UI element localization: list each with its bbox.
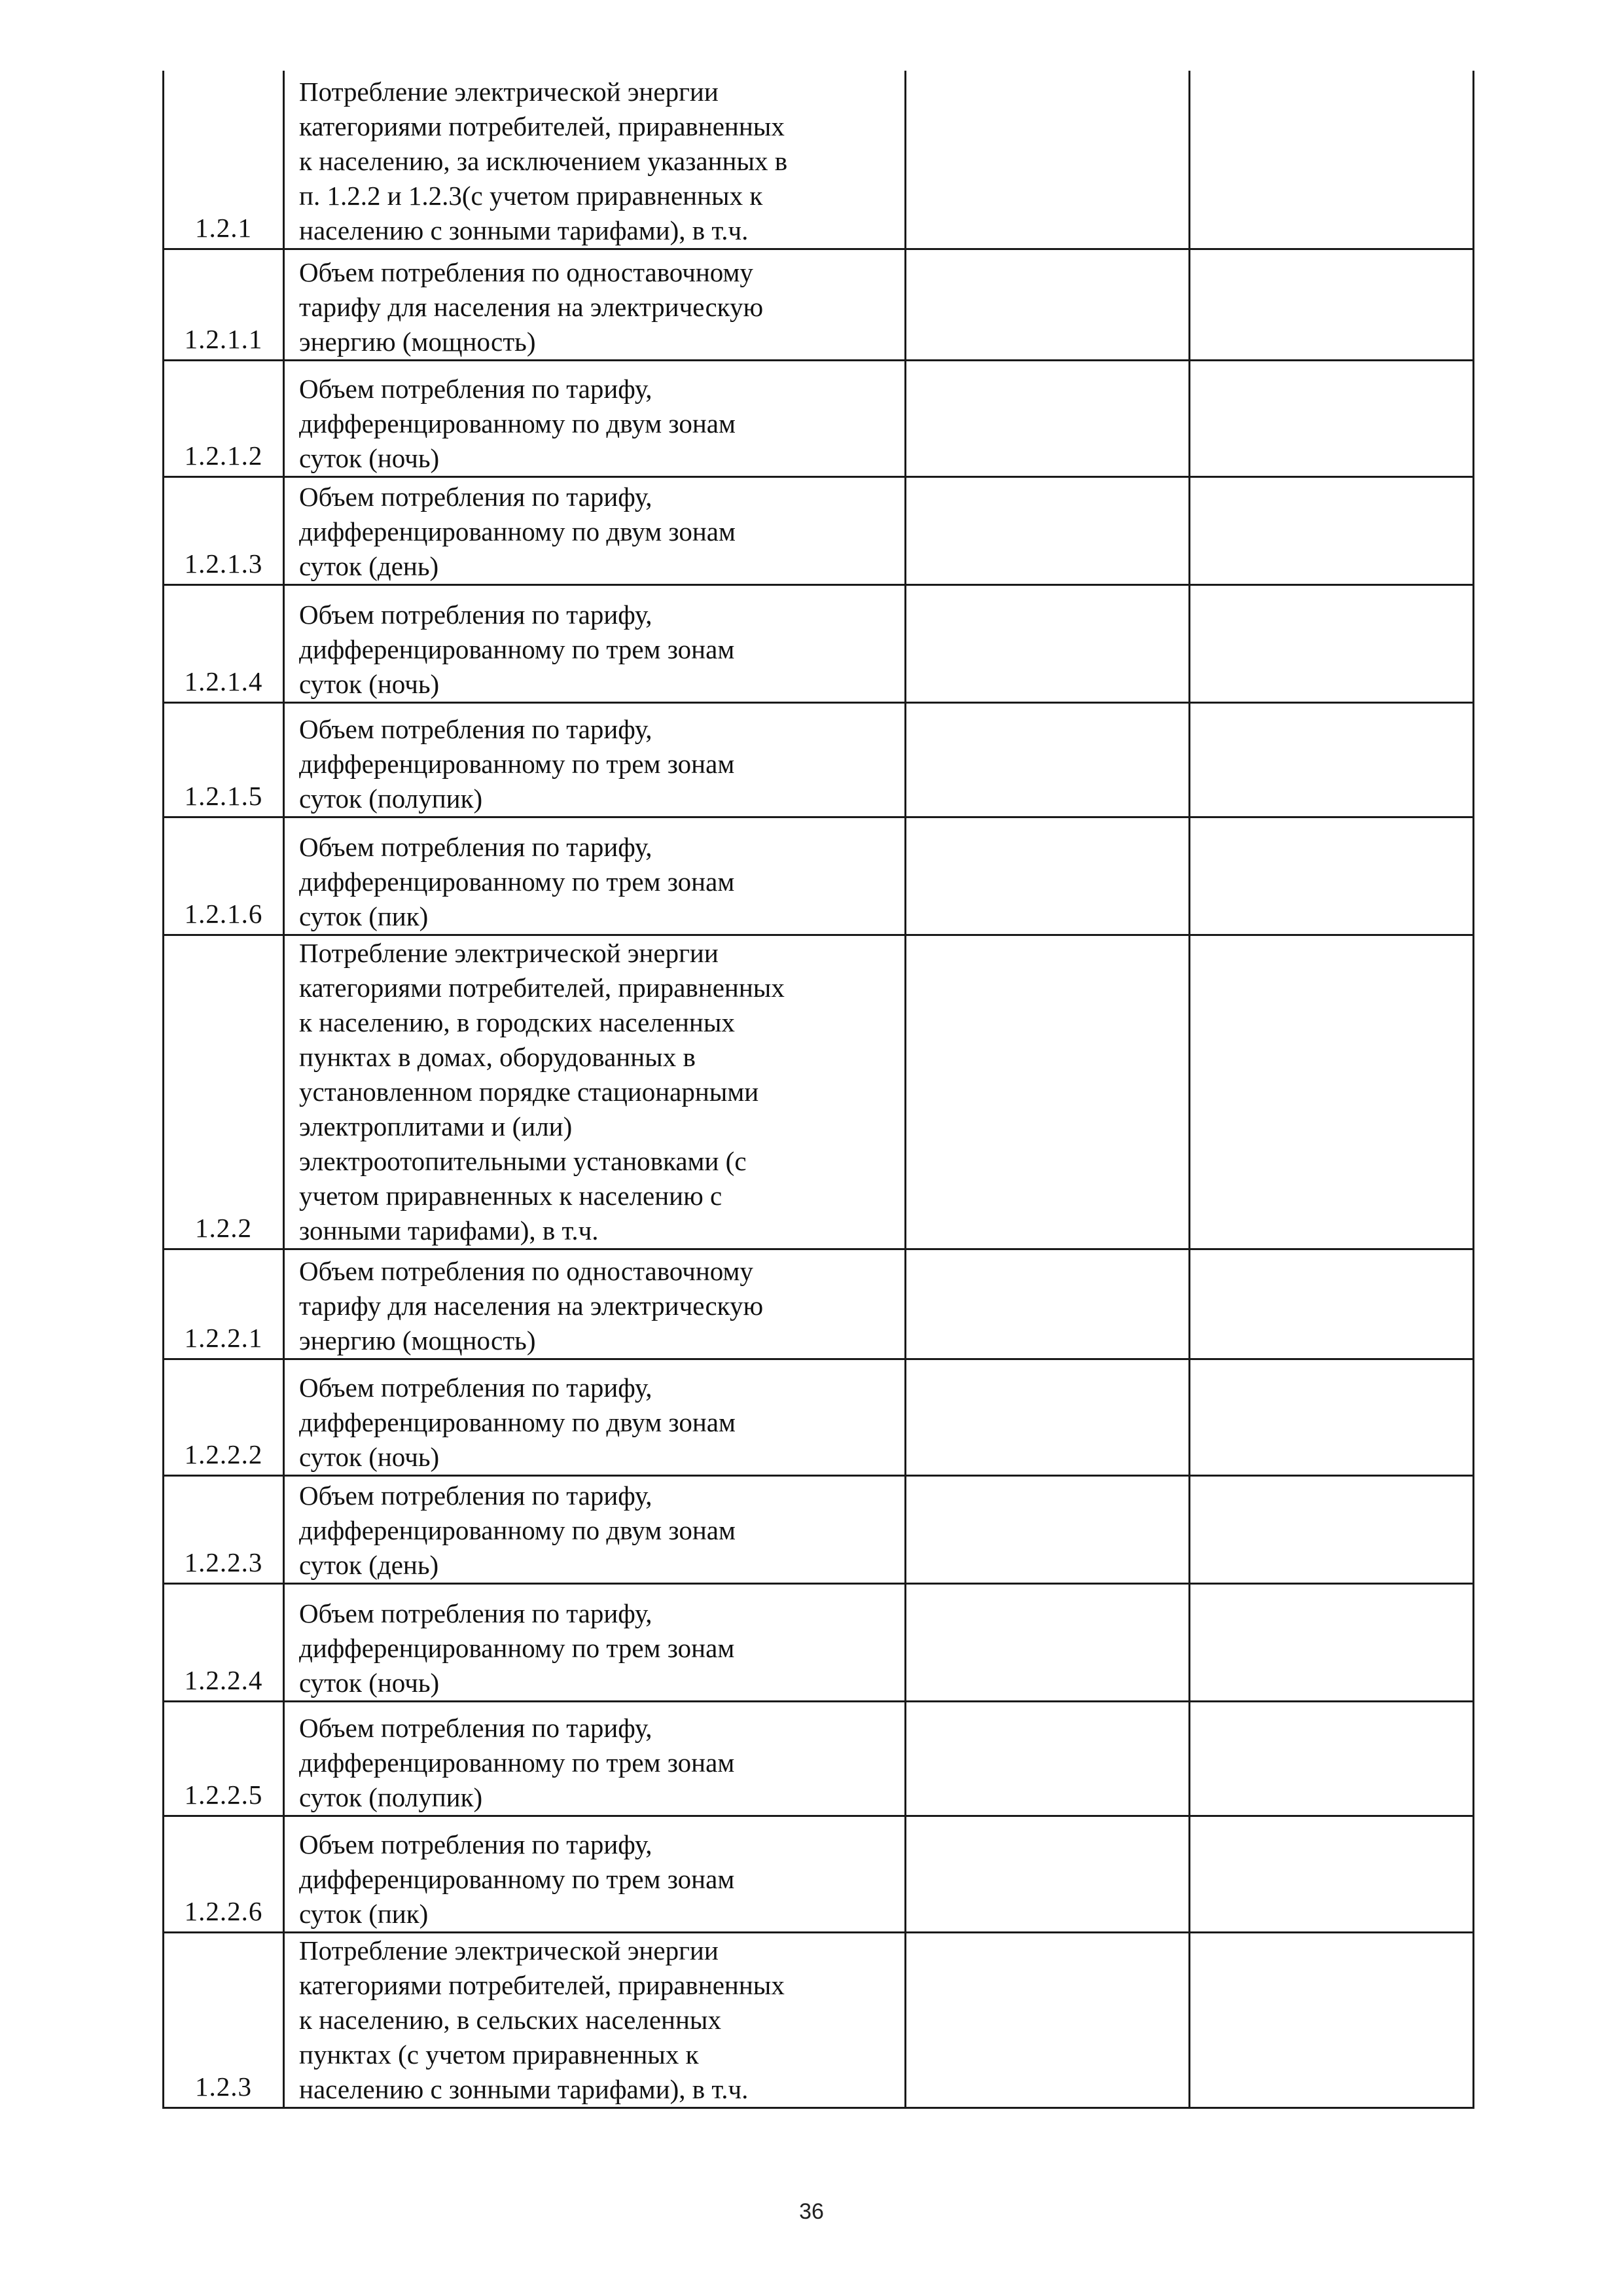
row-description: Объем потребления по тарифу, дифференцированному по двум зонам суток (день) xyxy=(284,1475,906,1583)
value-cell-2 xyxy=(1190,476,1474,584)
value-cell-2 xyxy=(1190,1475,1474,1583)
row-description: Объем потребления по тарифу, дифференцированному по двум зонам суток (ночь) xyxy=(284,1359,906,1475)
row-code: 1.2.1.3 xyxy=(164,476,284,584)
table-row xyxy=(164,817,1474,935)
value-cell-1 xyxy=(906,1249,1190,1359)
table-row xyxy=(164,702,1474,817)
table-row xyxy=(164,1475,1474,1583)
value-cell-2 xyxy=(1190,1816,1474,1932)
value-cell-2 xyxy=(1190,1583,1474,1701)
row-description: Потребление электрической энергии категориями потребителей, приравненных к населению, в сельских населенных пунктах (с учетом приравненных к населению с зонными тарифами), в т.ч. xyxy=(284,1932,906,2108)
row-description: Объем потребления по одноставочному тарифу для населения на электрическую энергию (мощность) xyxy=(284,249,906,360)
row-code: 1.2.1.5 xyxy=(164,702,284,817)
row-description: Объем потребления по тарифу, дифференцированному по двум зонам суток (ночь) xyxy=(284,360,906,476)
value-cell-2 xyxy=(1190,1932,1474,2108)
value-cell-2 xyxy=(1190,71,1474,249)
row-code: 1.2.2 xyxy=(164,935,284,1249)
row-description: Объем потребления по тарифу, дифференцированному по двум зонам суток (день) xyxy=(284,476,906,584)
row-description: Объем потребления по тарифу, дифференцированному по трем зонам суток (полупик) xyxy=(284,702,906,817)
row-description: Объем потребления по тарифу, дифференцированному по трем зонам суток (ночь) xyxy=(284,584,906,702)
value-cell-1 xyxy=(906,249,1190,360)
table-row xyxy=(164,1816,1474,1932)
table-row xyxy=(164,249,1474,360)
row-code: 1.2.2.1 xyxy=(164,1249,284,1359)
value-cell-1 xyxy=(906,702,1190,817)
table-row xyxy=(164,71,1474,249)
table-row xyxy=(164,1249,1474,1359)
row-code: 1.2.1.2 xyxy=(164,360,284,476)
row-code: 1.2.2.2 xyxy=(164,1359,284,1475)
row-description: Потребление электрической энергии категориями потребителей, приравненных к населению, в городских населенных пунктах в домах, оборудованных в установленном порядке стационарными электроплитами и (или) электроотопительными установками (с учетом приравненных к населению с зонными тарифами), в т.ч. xyxy=(284,935,906,1249)
value-cell-1 xyxy=(906,935,1190,1249)
row-description: Объем потребления по тарифу, дифференцированному по трем зонам суток (пик) xyxy=(284,817,906,935)
value-cell-1 xyxy=(906,1583,1190,1701)
row-code: 1.2.3 xyxy=(164,1932,284,2108)
row-description: Объем потребления по тарифу, дифференцированному по трем зонам суток (ночь) xyxy=(284,1583,906,1701)
table-row xyxy=(164,1583,1474,1701)
value-cell-1 xyxy=(906,1359,1190,1475)
table-body xyxy=(164,71,1474,2108)
row-code: 1.2.2.3 xyxy=(164,1475,284,1583)
value-cell-2 xyxy=(1190,1249,1474,1359)
value-cell-1 xyxy=(906,360,1190,476)
page-number: 36 xyxy=(799,2199,824,2224)
row-code: 1.2.1.6 xyxy=(164,817,284,935)
table-row xyxy=(164,476,1474,584)
row-description: Объем потребления по тарифу, дифференцированному по трем зонам суток (пик) xyxy=(284,1816,906,1932)
value-cell-1 xyxy=(906,71,1190,249)
value-cell-2 xyxy=(1190,360,1474,476)
table-row xyxy=(164,584,1474,702)
value-cell-1 xyxy=(906,584,1190,702)
value-cell-2 xyxy=(1190,817,1474,935)
value-cell-1 xyxy=(906,1701,1190,1816)
table-row xyxy=(164,1932,1474,2108)
table-row xyxy=(164,935,1474,1249)
table-row xyxy=(164,1701,1474,1816)
value-cell-2 xyxy=(1190,1701,1474,1816)
value-cell-2 xyxy=(1190,584,1474,702)
row-code: 1.2.1.1 xyxy=(164,249,284,360)
value-cell-1 xyxy=(906,1816,1190,1932)
row-code: 1.2.1.4 xyxy=(164,584,284,702)
value-cell-1 xyxy=(906,817,1190,935)
table-row xyxy=(164,360,1474,476)
table-row xyxy=(164,1359,1474,1475)
value-cell-2 xyxy=(1190,935,1474,1249)
row-code: 1.2.2.6 xyxy=(164,1816,284,1932)
row-description: Объем потребления по тарифу, дифференцированному по трем зонам суток (полупик) xyxy=(284,1701,906,1816)
value-cell-2 xyxy=(1190,702,1474,817)
row-code: 1.2.1 xyxy=(164,71,284,249)
value-cell-1 xyxy=(906,1475,1190,1583)
row-description: Потребление электрической энергии категориями потребителей, приравненных к населению, за исключением указанных в п. 1.2.2 и 1.2.3(с учетом приравненных к населению с зонными тарифами), в т.ч. xyxy=(284,71,906,249)
value-cell-1 xyxy=(906,476,1190,584)
row-code: 1.2.2.4 xyxy=(164,1583,284,1701)
row-code: 1.2.2.5 xyxy=(164,1701,284,1816)
row-description: Объем потребления по одноставочному тарифу для населения на электрическую энергию (мощность) xyxy=(284,1249,906,1359)
value-cell-2 xyxy=(1190,249,1474,360)
value-cell-2 xyxy=(1190,1359,1474,1475)
value-cell-1 xyxy=(906,1932,1190,2108)
tariff-consumption-table xyxy=(162,71,1474,2109)
